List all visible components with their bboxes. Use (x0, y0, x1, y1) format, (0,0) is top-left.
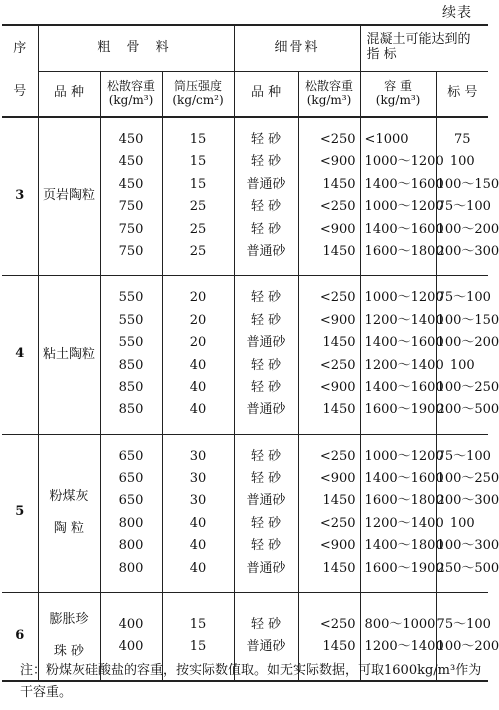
fine-variety-cell: 轻 砂 (250, 471, 282, 487)
strength-cell: 40 (189, 515, 207, 531)
coarse-aggregate-header: 粗 骨 料 (38, 25, 234, 71)
fine-variety-cell-column (234, 117, 298, 276)
unit-weight-cell: 1000～1200 (364, 154, 444, 170)
fine-variety-cell: 轻 砂 (250, 290, 282, 306)
seq-header: 序 号 (2, 25, 38, 117)
unit-weight-cell: 1400～1600 (364, 335, 444, 351)
aggregate-name-line: 陶 粒 (53, 520, 85, 536)
bulk-density-cell: 650 (118, 448, 144, 464)
unit-weight-cell-column (360, 276, 444, 434)
aggregate-name (38, 276, 100, 434)
bulk-density-cell: 450 (118, 176, 144, 192)
unit-weight-cell: 1200～1400 (364, 357, 444, 373)
fine-bulk-cell-column (298, 117, 360, 276)
fine-bulk-cell: <250 (319, 132, 356, 147)
grade-cell: 100～200 (436, 335, 499, 351)
grade-cell: 100 (449, 515, 475, 531)
group-number: 3 (15, 187, 25, 203)
grade-cell: 100～300 (436, 538, 499, 554)
group-row (2, 117, 488, 276)
unit-weight-header: 容 重 (kg/m³) (360, 71, 436, 117)
fine-bulk-cell: <900 (319, 538, 356, 554)
fine-bulk-cell: <900 (319, 471, 356, 487)
aggregate-table (2, 24, 499, 682)
strength-cell: 30 (189, 471, 207, 487)
strength-cell: 40 (189, 538, 207, 554)
grade-cell: 250～500 (436, 560, 499, 576)
grade-header: 标 号 (436, 71, 488, 117)
fine-variety-cell: 轻 砂 (250, 312, 282, 328)
strength-cell-column (162, 117, 234, 276)
fine-variety-cell: 普通砂 (246, 639, 286, 655)
fine-bulk-cell: <900 (319, 154, 356, 170)
fine-variety-cell: 普通砂 (246, 176, 286, 192)
bulk-density-cell-column (100, 117, 162, 276)
grade-cell: 200～300 (436, 493, 499, 509)
unit-weight-cell: 1200～1400 (364, 515, 444, 531)
grade-cell-column (436, 434, 499, 592)
fine-variety-cell: 普通砂 (246, 402, 286, 418)
fine-bulk-cell: 1450 (322, 243, 356, 259)
fine-bulk-cell: <250 (319, 448, 356, 464)
bulk-density-cell: 800 (118, 560, 144, 576)
unit-weight-cell: 1400～1800 (364, 538, 444, 554)
strength-cell: 30 (189, 493, 207, 509)
grade-cell: 100～250 (436, 379, 499, 395)
unit-weight-cell: 1400～1600 (364, 176, 444, 192)
fine-variety-cell: 轻 砂 (250, 616, 282, 632)
grade-cell: 75～100 (436, 448, 491, 464)
table-note: 注：粉煤灰硅酸盐的容重，按实际数值取。如无实际数据，可取1600kg/m³作为干容重。 (20, 663, 482, 700)
aggregate-name-line: 页岩陶粒 (42, 188, 95, 204)
grade-cell: 100～200 (436, 639, 499, 655)
unit-weight-cell: 1000～1200 (364, 448, 444, 464)
strength-cell: 15 (189, 639, 207, 655)
grade-cell: 100 (449, 154, 475, 170)
grade-cell: 100～200 (436, 221, 499, 237)
fine-variety-cell: 轻 砂 (250, 379, 282, 395)
bulk-density-cell: 550 (118, 335, 144, 351)
unit-weight-cell: 1400～1600 (364, 379, 444, 395)
grade-cell: 200～300 (436, 243, 499, 259)
fine-bulk-cell: <250 (319, 515, 356, 531)
fine-bulk-cell: 1450 (322, 335, 356, 351)
strength-cell: 40 (189, 402, 207, 418)
bulk-density-cell: 400 (118, 616, 144, 632)
bulk-density-header: 松散容重 (kg/m³) (100, 71, 162, 117)
bulk-density-cell: 450 (118, 132, 144, 147)
unit-weight-cell: 1600～1900 (364, 560, 444, 576)
fine-bulk-cell: 1450 (322, 493, 356, 509)
bulk-density-cell: 550 (118, 312, 144, 328)
cylinder-strength-header: 筒压强度 (kg/cm²) (162, 71, 234, 117)
fine-bulk-cell: <250 (319, 199, 356, 215)
group-row (2, 276, 488, 434)
bulk-density-cell: 400 (118, 639, 144, 655)
strength-cell: 40 (189, 560, 207, 576)
aggregate-name-line: 粘土陶粒 (42, 346, 95, 362)
strength-cell: 30 (189, 448, 207, 464)
group-number: 6 (2, 593, 38, 682)
bulk-density-cell: 800 (118, 538, 144, 554)
grade-cell-column (436, 276, 499, 434)
strength-cell-column (162, 434, 234, 592)
fine-variety-cell: 轻 砂 (250, 357, 282, 373)
grade-cell: 75～100 (436, 290, 491, 306)
bulk-density-cell: 650 (118, 493, 144, 509)
fine-variety-cell: 轻 砂 (250, 538, 282, 554)
aggregate-name-line: 粉煤灰 (49, 488, 89, 504)
strength-cell: 15 (189, 176, 207, 192)
fine-variety-cell-column (234, 276, 298, 434)
fine-bulk-cell: <900 (319, 379, 356, 395)
strength-cell: 20 (189, 312, 207, 328)
strength-cell: 25 (189, 221, 207, 237)
fine-variety-cell: 普通砂 (246, 243, 286, 259)
unit-weight-cell: 1600～1900 (364, 402, 444, 418)
group-number: 5 (2, 434, 38, 592)
strength-cell: 25 (189, 243, 207, 259)
unit-weight-cell: 1600～1800 (364, 493, 444, 509)
strength-cell: 25 (189, 199, 207, 215)
grade-cell-column (436, 117, 499, 276)
fine-bulk-density-header: 松散容重 (kg/m³) (298, 71, 360, 117)
unit-weight-cell: 800～1000 (364, 616, 436, 632)
concrete-index-header: 混凝土可能达到的 指 标 (360, 25, 488, 71)
unit-weight-cell: 1000～1200 (364, 199, 444, 215)
fine-bulk-cell: 1450 (322, 639, 356, 655)
fine-variety-cell: 轻 砂 (250, 448, 282, 464)
aggregate-name-line: 膨胀珍 (49, 612, 89, 628)
bulk-density-cell: 750 (118, 221, 144, 237)
fine-variety-cell: 轻 砂 (250, 515, 282, 531)
grade-cell: 100～150 (436, 312, 499, 328)
fine-bulk-cell: 1450 (322, 560, 356, 576)
unit-weight-cell-column (360, 434, 444, 592)
fine-bulk-cell-column (298, 276, 360, 434)
bulk-density-cell: 750 (118, 199, 144, 215)
fine-bulk-cell: <900 (319, 221, 356, 237)
fine-variety-cell: 轻 砂 (250, 199, 282, 215)
grade-cell: 75 (454, 132, 471, 147)
fine-variety-cell-column (234, 434, 298, 592)
fine-variety-cell: 轻 砂 (250, 154, 282, 170)
bulk-density-cell-column (100, 276, 162, 434)
strength-cell: 40 (189, 357, 207, 373)
fine-bulk-cell: <250 (319, 616, 356, 632)
strength-cell: 15 (189, 616, 207, 632)
variety-header: 品 种 (38, 71, 100, 117)
bulk-density-cell: 450 (118, 154, 144, 170)
aggregate-name (38, 434, 100, 592)
grade-cell: 75～100 (436, 199, 491, 215)
unit-weight-cell: 1200～1400 (364, 639, 444, 655)
fine-bulk-cell: 1450 (322, 176, 356, 192)
unit-weight-cell: 1400～1600 (364, 471, 444, 487)
unit-weight-cell: 1200～1400 (364, 312, 444, 328)
strength-cell-column (162, 276, 234, 434)
unit-weight-cell: 1400～1600 (364, 221, 444, 237)
fine-aggregate-header: 细骨料 (234, 25, 360, 71)
bulk-density-cell: 550 (118, 290, 144, 306)
group-number: 4 (2, 276, 38, 434)
fine-variety-cell: 普通砂 (246, 335, 286, 351)
unit-weight-cell: 1000～1200 (364, 290, 444, 306)
strength-cell: 20 (189, 335, 207, 351)
bulk-density-cell: 750 (118, 243, 144, 259)
fine-variety-cell: 轻 砂 (250, 132, 282, 147)
grade-cell: 200～500 (436, 402, 499, 418)
unit-weight-cell: 1600～1800 (364, 243, 444, 259)
bulk-density-cell-column (100, 434, 162, 592)
unit-weight-cell-column (360, 117, 444, 276)
fine-bulk-cell: <250 (319, 290, 356, 306)
group-row (2, 434, 488, 592)
unit-weight-cell: <1000 (364, 132, 409, 147)
grade-cell: 100～250 (436, 471, 499, 487)
strength-cell: 15 (189, 132, 207, 147)
fine-variety-header: 品 种 (234, 71, 298, 117)
bulk-density-cell: 850 (118, 357, 144, 373)
bulk-density-cell: 850 (118, 402, 144, 418)
fine-bulk-cell-column (298, 434, 360, 592)
fine-bulk-cell: <250 (319, 357, 356, 373)
fine-variety-cell: 普通砂 (246, 560, 286, 576)
strength-cell: 15 (189, 154, 207, 170)
fine-variety-cell: 普通砂 (246, 493, 286, 509)
fine-bulk-cell: 1450 (322, 402, 356, 418)
grade-cell: 75～100 (436, 616, 491, 632)
aggregate-name (38, 117, 100, 276)
grade-cell: 100～150 (436, 176, 499, 192)
grade-cell: 100 (449, 357, 475, 373)
bulk-density-cell: 850 (118, 379, 144, 395)
aggregate-name-line: 珠 砂 (53, 644, 85, 660)
bulk-density-cell: 650 (118, 471, 144, 487)
fine-variety-cell: 轻 砂 (250, 221, 282, 237)
strength-cell: 20 (189, 290, 207, 306)
fine-bulk-cell: <900 (319, 312, 356, 328)
bulk-density-cell: 800 (118, 515, 144, 531)
strength-cell: 40 (189, 379, 207, 395)
continued-label: 续表 (442, 5, 472, 21)
